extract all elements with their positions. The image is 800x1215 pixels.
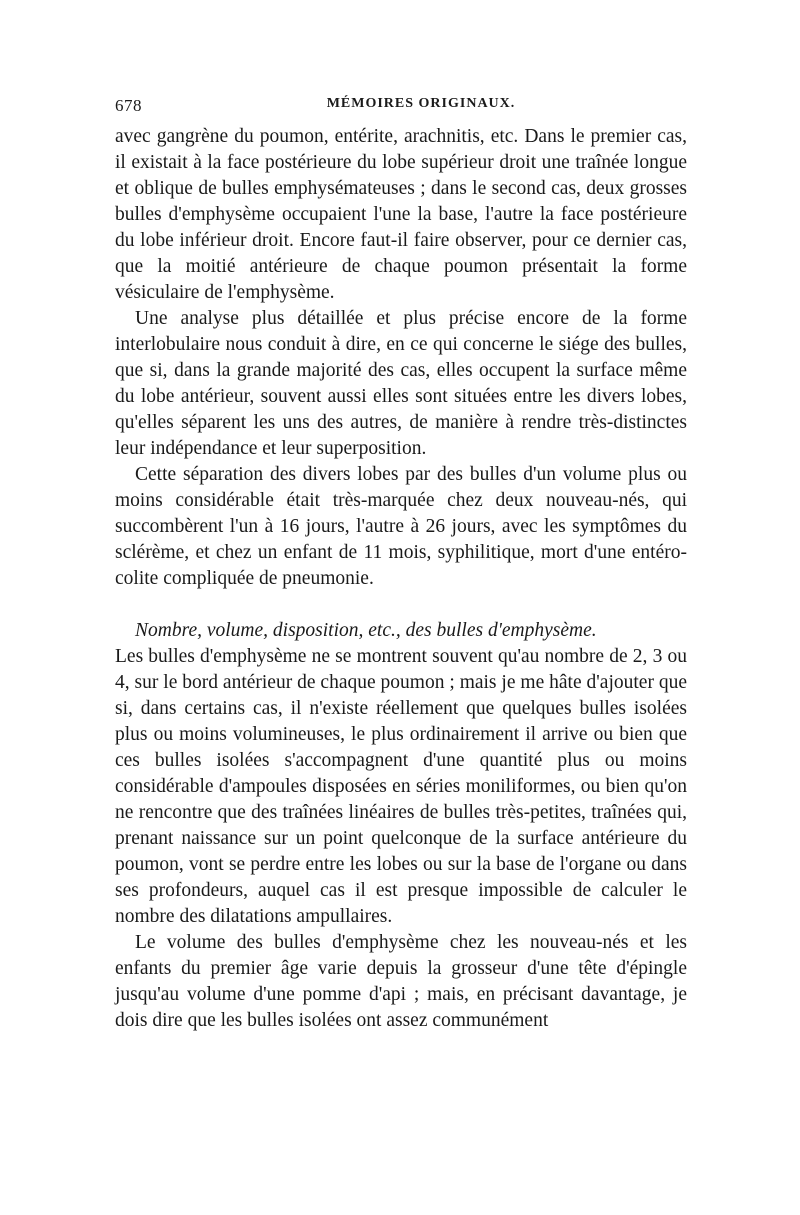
paragraph-4: Les bulles d'emphysème ne se montrent souvent qu'au nombre de 2, 3 ou 4, sur le bord antérieur de chaque poumon ; mais je me hâte d'ajouter que si, dans certains cas, il n'existe réellement que quelques bulles isolées plus ou moins volumineuses, le plus ordinairement il arrive ou bien que ces bulles isolées s'accompagnent d'une quantité plus ou moins considérable d'ampoules disposées en séries moniliformes, ou bien qu'on ne rencontre que des traînées linéaires de bulles très-petites, traînées qui, prenant naissance sur un point quelconque de la surface antérieure du poumon, vont se perdre entre les lobes ou sur la base de l'organe ou dans ses profondeurs, auquel cas il est presque impossible de calculer le nombre des dilatations ampullaires. bbox=[115, 646, 687, 927]
paragraph-2: Une analyse plus détaillée et plus précise encore de la forme interlobulaire nous conduit à dire, en ce qui concerne le siége des bulles, que si, dans la grande majorité des cas, elles occupent la surface même du lobe antérieur, souvent aussi elles sont situées entre les divers lobes, qu'elles séparent les uns des autres, de manière à rendre très-distinctes leur indépendance et leur superposition. bbox=[115, 308, 687, 459]
page-number: 678 bbox=[115, 96, 142, 115]
paragraph-3: Cette séparation des divers lobes par des bulles d'un volume plus ou moins considérable était très-marquée chez deux nouveau-nés, qui succombèrent l'un à 16 jours, l'autre à 26 jours, avec les symptômes du sclérème, et chez un enfant de 11 mois, syphilitique, mort d'une entéro-colite compliquée de pneumonie. bbox=[115, 464, 687, 589]
section-gap bbox=[115, 592, 687, 618]
running-title: MÉMOIRES ORIGINAUX. bbox=[326, 96, 516, 111]
body-text bbox=[115, 124, 687, 1034]
section-title: Nombre, volume, disposition, etc., des bulles d'emphysème. bbox=[135, 620, 597, 641]
book-page bbox=[115, 96, 687, 1034]
paragraph-5: Le volume des bulles d'emphysème chez les nouveau-nés et les enfants du premier âge varie depuis la grosseur d'une tête d'épingle jusqu'au volume d'une pomme d'api ; mais, en précisant davantage, je dois dire que les bulles isolées ont assez communément bbox=[115, 932, 687, 1031]
paragraph-1: avec gangrène du poumon, entérite, arachnitis, etc. Dans le premier cas, il existait à la face postérieure du lobe supérieur droit une traînée longue et oblique de bulles emphysémateuses ; dans le second cas, deux grosses bulles d'emphysème occupaient l'une la base, l'autre la face postérieure du lobe inférieur droit. Encore faut-il faire observer, pour ce dernier cas, que la moitié antérieure de chaque poumon présentait la forme vésiculaire de l'emphysème. bbox=[115, 126, 687, 303]
running-head bbox=[115, 96, 687, 124]
